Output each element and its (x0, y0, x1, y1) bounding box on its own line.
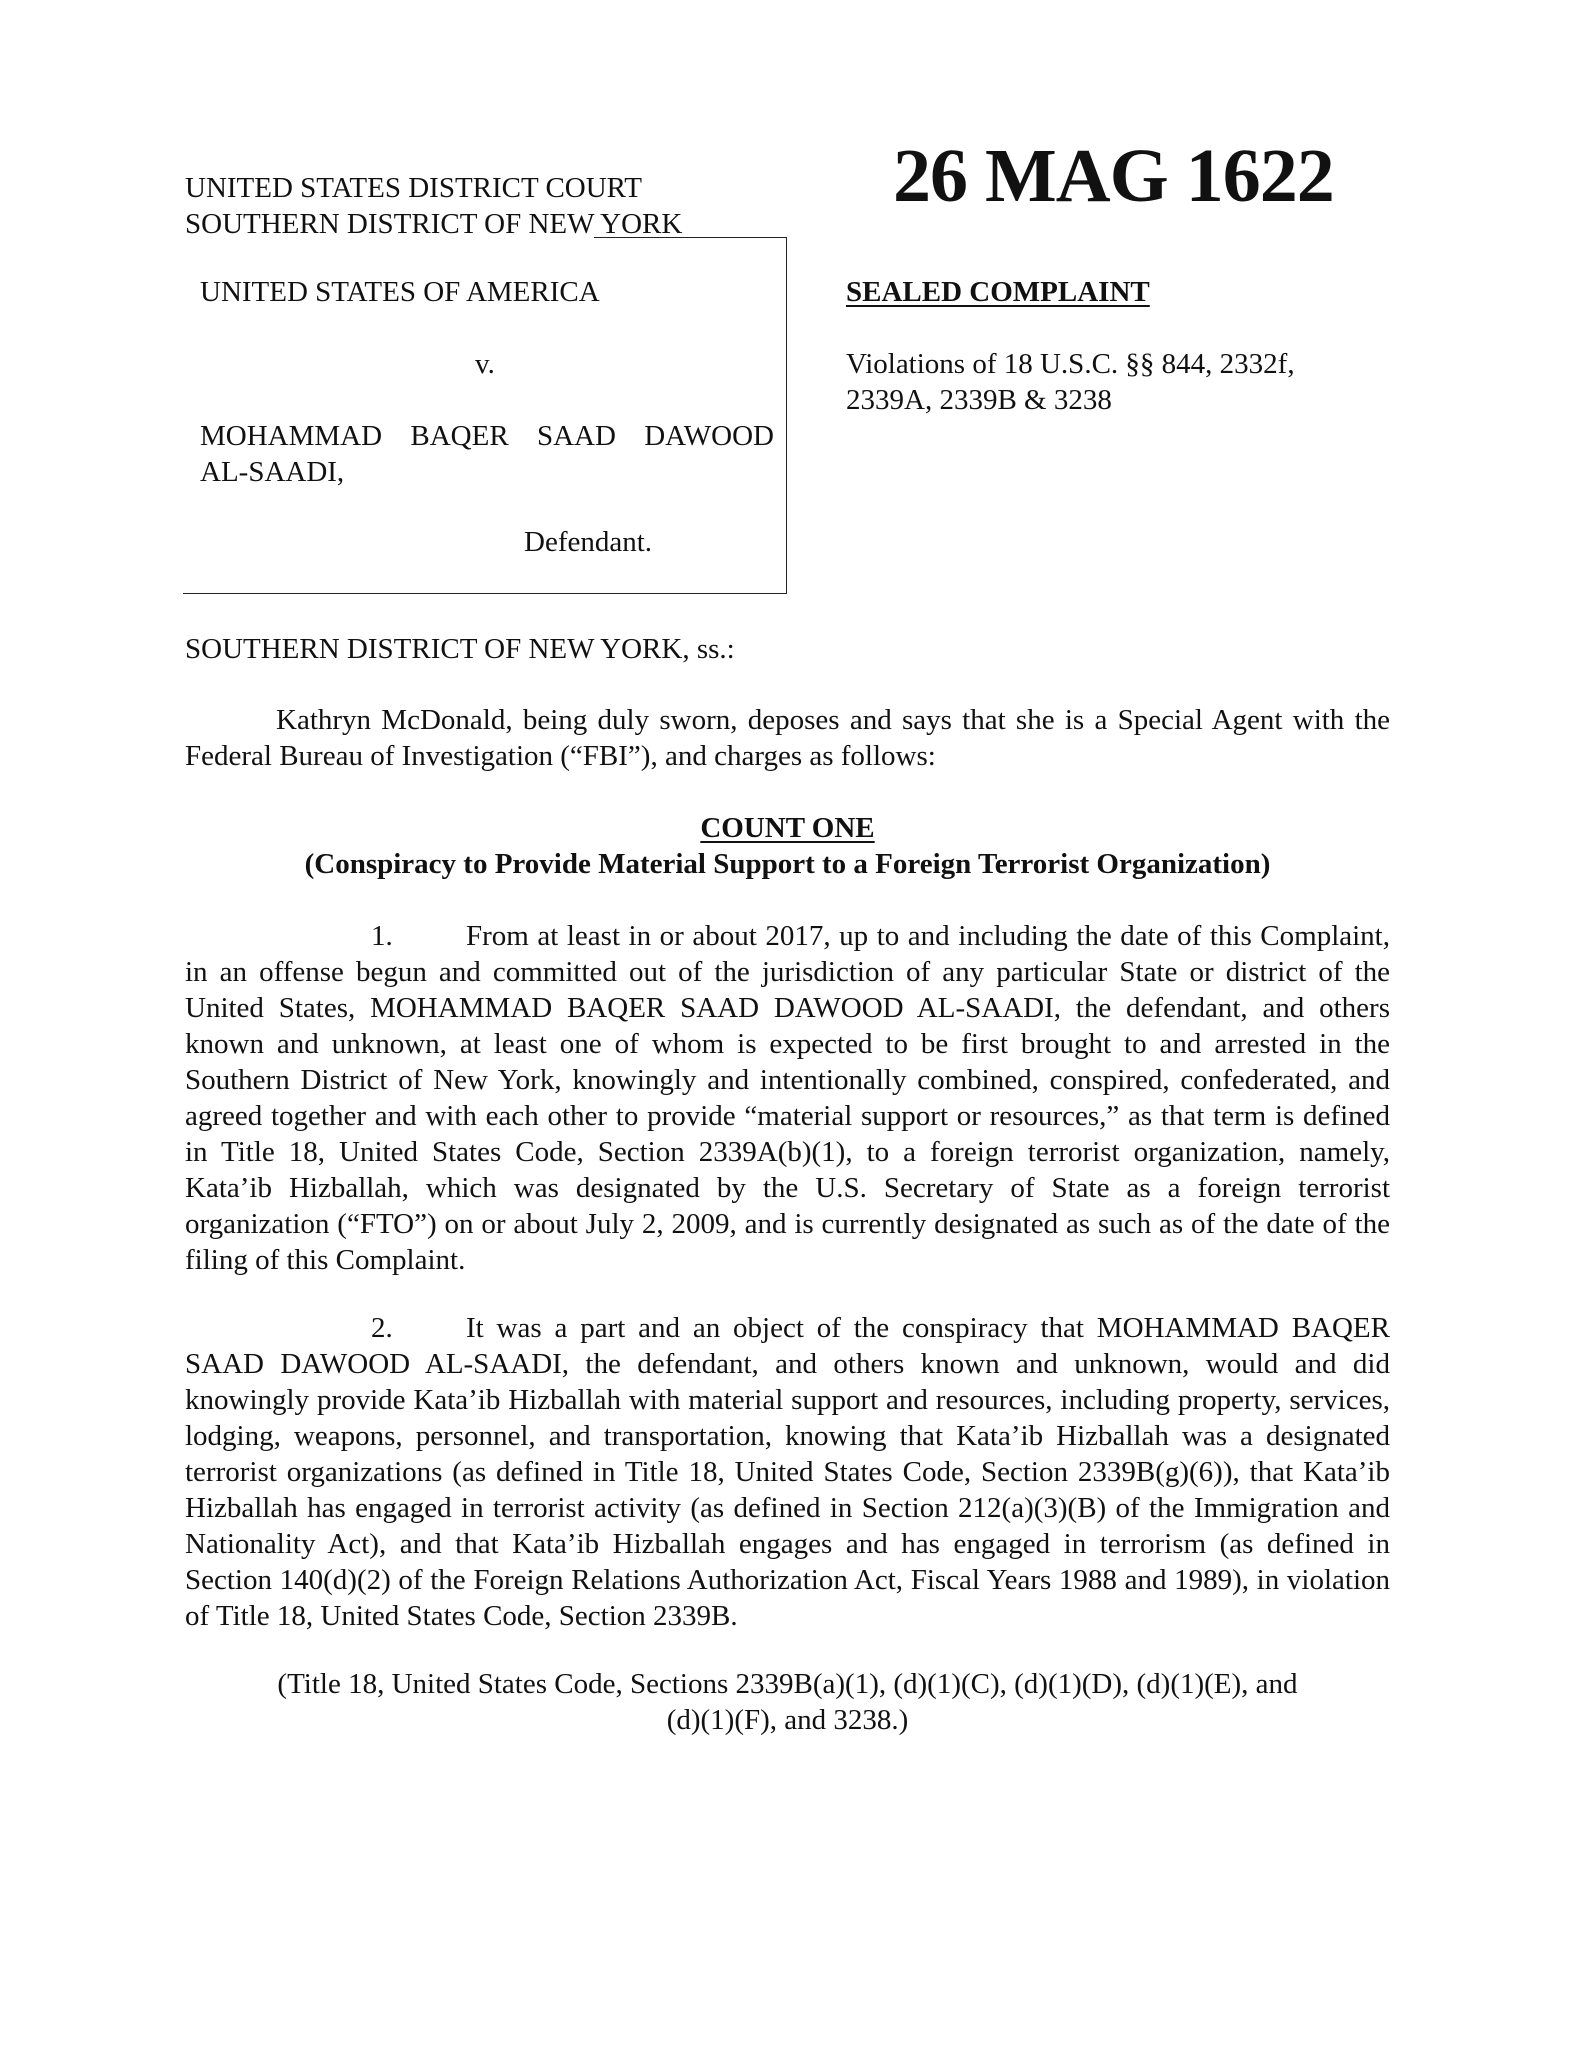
violations-statement: Violations of 18 U.S.C. §§ 844, 2332f, 2339A, 2339B & 3238 (846, 348, 1295, 416)
venue-line: SOUTHERN DISTRICT OF NEW YORK, ss.: (185, 633, 735, 665)
paragraph-text: It was a part and an object of the conspiracy that MOHAMMAD BAQER SAAD DAWOOD AL-SAADI, the defendant, and others known and unknown, would and did knowingly provide Kata’ib Hizballah with material support and resources, including property, services, lodging, weapons, personnel, and transportation, knowing that Kata’ib Hizballah was a designated terrorist organizations (as defined in Title 18, United States Code, Section 2339B(g)(6)), that Kata’ib Hizballah has engaged in terrorist activity (as defined in Section 212(a)(3)(B) of the Immigration and Nationality Act), and that Kata’ib Hizballah engages and has engaged in terrorism (as defined in Section 140(d)(2) of the Foreign Relations Authorization Act, Fiscal Years 1988 and 1989), in violation of Title 18, United States Code, Section 2339B. (185, 1312, 1390, 1632)
affiant-intro: Kathryn McDonald, being duly sworn, deposes and says that she is a Special Agent with the Federal Bureau of Investigation (“FBI”), and charges as follows: (185, 704, 1390, 772)
paragraph-text: From at least in or about 2017, up to and including the date of this Complaint, in an offense begun and committed out of the jurisdiction of any particular State or district of the United States, MOHAMMAD BAQER SAAD DAWOOD AL-SAADI, the defendant, and others known and unknown, at least one of whom is expected to be first brought to and arrested in the Southern District of New York, knowingly and intentionally combined, conspired, confederated, and agreed together and with each other to provide “material support or resources,” as that term is defined in Title 18, United States Code, Section 2339A(b)(1), to a foreign terrorist organization, namely, Kata’ib Hizballah, which was designated by the U.S. Secretary of State as a foreign terrorist organization (“FTO”) on or about July 2, 2009, and is currently designated as such as of the date of the filing of this Complaint. (185, 920, 1390, 1276)
count-heading (185, 810, 1390, 882)
court-name (185, 170, 682, 242)
count-title: COUNT ONE (700, 812, 875, 844)
plaintiff-name: UNITED STATES OF AMERICA (200, 276, 600, 308)
defendant-name-line1 (200, 418, 774, 454)
docket-number: 26 MAG 1622 (893, 134, 1334, 218)
defendant-label: Defendant. (524, 526, 653, 558)
paragraph-2 (185, 1310, 1390, 1634)
defendant-name (200, 418, 774, 490)
citation-line1: (Title 18, United States Code, Sections 2339B(a)(1), (d)(1)(C), (d)(1)(D), (d)(1)(E), and (277, 1668, 1298, 1700)
court-name-line2: SOUTHERN DISTRICT OF NEW YORK (185, 208, 683, 240)
statutory-citation (185, 1666, 1390, 1738)
defendant-name-line2: AL-SAADI, (200, 456, 345, 488)
defendant-name-word: BAQER (410, 420, 509, 452)
count-subtitle: (Conspiracy to Provide Material Support to a Foreign Terrorist Organization) (304, 848, 1271, 880)
court-name-line1: UNITED STATES DISTRICT COURT (185, 172, 642, 204)
citation-line2: (d)(1)(F), and 3238.) (666, 1704, 909, 1736)
paragraph-number: 1. (371, 920, 393, 952)
defendant-name-word: MOHAMMAD (200, 420, 383, 452)
paragraph-number: 2. (371, 1312, 393, 1344)
versus-label: v. (475, 348, 495, 380)
paragraph-1 (185, 918, 1390, 1278)
document-type-title: SEALED COMPLAINT (846, 276, 1150, 308)
defendant-name-word: DAWOOD (644, 420, 774, 452)
caption-top-rule (594, 237, 786, 238)
defendant-name-word: SAAD (536, 420, 616, 452)
